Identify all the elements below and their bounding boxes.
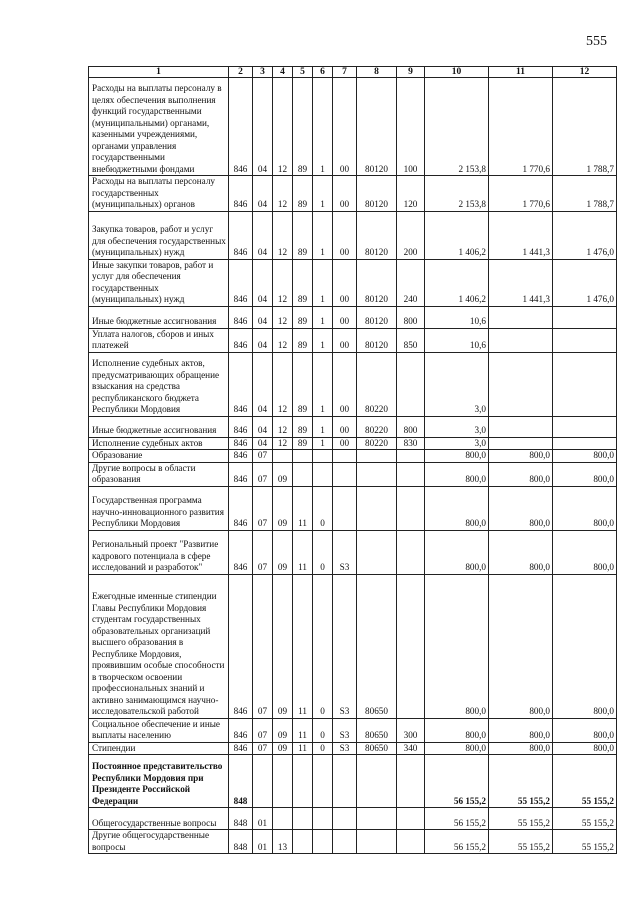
subprogram-code-cell: 1 (313, 416, 333, 437)
program-code-cell (293, 755, 313, 808)
ministry-code-cell: 846 (229, 718, 253, 742)
program-code-cell: 89 (293, 437, 313, 450)
amount-col-11-cell: 1 441,3 (489, 211, 553, 259)
direction-code-cell (357, 486, 397, 530)
expense-type-code-cell: 200 (397, 211, 425, 259)
section-code-cell: 07 (253, 462, 273, 486)
project-code-cell: 00 (333, 352, 357, 416)
amount-col-11-cell (489, 352, 553, 416)
item-name-cell: Образование (89, 450, 229, 463)
item-name-cell: Стипендии (89, 742, 229, 755)
amount-col-12-cell: 1 788,7 (553, 78, 617, 176)
project-code-cell: 00 (333, 437, 357, 450)
amount-col-10-cell: 56 155,2 (425, 808, 489, 830)
direction-code-cell (357, 830, 397, 854)
table-row (89, 416, 617, 437)
amount-col-10-cell: 2 153,8 (425, 78, 489, 176)
project-code-cell: 00 (333, 211, 357, 259)
program-code-cell (293, 462, 313, 486)
amount-col-10-cell: 1 406,2 (425, 211, 489, 259)
amount-col-12-cell (553, 416, 617, 437)
page-number: 555 (586, 34, 607, 49)
expense-type-code-cell: 850 (397, 328, 425, 352)
amount-col-11-cell: 1 770,6 (489, 176, 553, 212)
program-code-cell: 11 (293, 718, 313, 742)
amount-col-11-cell: 1 770,6 (489, 78, 553, 176)
expense-type-code-cell: 340 (397, 742, 425, 755)
direction-code-cell (357, 755, 397, 808)
header-cell: 8 (357, 67, 397, 78)
amount-col-11-cell: 800,0 (489, 486, 553, 530)
amount-col-10-cell: 800,0 (425, 530, 489, 574)
table-row (89, 718, 617, 742)
subprogram-code-cell (313, 450, 333, 463)
subsection-code-cell (273, 808, 293, 830)
ministry-code-cell: 846 (229, 530, 253, 574)
section-code-cell: 04 (253, 328, 273, 352)
amount-col-12-cell: 55 155,2 (553, 755, 617, 808)
amount-col-10-cell: 800,0 (425, 742, 489, 755)
item-name-cell: Расходы на выплаты персоналу в целях обеспечения выполнения функций государственными (муниципальными) органами, казенными учреждениями, органами управления государственными внебюджетными фондами (89, 78, 229, 176)
amount-col-10-cell: 2 153,8 (425, 176, 489, 212)
table-row (89, 176, 617, 212)
amount-col-11-cell: 800,0 (489, 530, 553, 574)
subprogram-code-cell: 0 (313, 486, 333, 530)
amount-col-12-cell (553, 306, 617, 328)
section-code-cell: 07 (253, 530, 273, 574)
amount-col-10-cell: 800,0 (425, 718, 489, 742)
subprogram-code-cell (313, 755, 333, 808)
table-row (89, 211, 617, 259)
amount-col-12-cell: 800,0 (553, 742, 617, 755)
project-code-cell (333, 755, 357, 808)
subprogram-code-cell: 0 (313, 742, 333, 755)
amount-col-12-cell: 55 155,2 (553, 808, 617, 830)
subsection-code-cell: 12 (273, 211, 293, 259)
direction-code-cell: 80120 (357, 176, 397, 212)
subsection-code-cell: 12 (273, 306, 293, 328)
item-name-cell: Иные закупки товаров, работ и услуг для обеспечения государственных (муниципальных) нужд (89, 259, 229, 306)
section-code-cell: 04 (253, 176, 273, 212)
project-code-cell: 00 (333, 176, 357, 212)
expense-type-code-cell (397, 755, 425, 808)
table-row (89, 486, 617, 530)
expense-type-code-cell (397, 486, 425, 530)
item-name-cell: Региональный проект "Развитие кадрового потенциала в сфере исследований и разработок" (89, 530, 229, 574)
project-code-cell: S3 (333, 574, 357, 718)
table-row (89, 352, 617, 416)
direction-code-cell (357, 450, 397, 463)
amount-col-12-cell (553, 437, 617, 450)
expense-type-code-cell (397, 462, 425, 486)
section-code-cell: 07 (253, 742, 273, 755)
subprogram-code-cell (313, 462, 333, 486)
program-code-cell: 11 (293, 530, 313, 574)
header-cell: 10 (425, 67, 489, 78)
program-code-cell: 89 (293, 306, 313, 328)
project-code-cell (333, 450, 357, 463)
table-row (89, 306, 617, 328)
item-name-cell: Постоянное представительство Республики Мордовия при Президенте Российской Федерации (89, 755, 229, 808)
expense-type-code-cell: 300 (397, 718, 425, 742)
ministry-code-cell: 846 (229, 176, 253, 212)
direction-code-cell (357, 530, 397, 574)
program-code-cell: 89 (293, 211, 313, 259)
project-code-cell (333, 486, 357, 530)
direction-code-cell: 80120 (357, 306, 397, 328)
program-code-cell: 89 (293, 352, 313, 416)
subsection-code-cell: 09 (273, 486, 293, 530)
table-body (89, 78, 617, 854)
direction-code-cell: 80220 (357, 352, 397, 416)
direction-code-cell: 80120 (357, 211, 397, 259)
ministry-code-cell: 846 (229, 352, 253, 416)
amount-col-10-cell: 800,0 (425, 450, 489, 463)
table-row (89, 462, 617, 486)
section-code-cell: 04 (253, 416, 273, 437)
table-row (89, 437, 617, 450)
subprogram-code-cell: 1 (313, 211, 333, 259)
project-code-cell (333, 808, 357, 830)
subsection-code-cell: 09 (273, 718, 293, 742)
direction-code-cell: 80220 (357, 437, 397, 450)
subsection-code-cell: 12 (273, 416, 293, 437)
amount-col-11-cell (489, 306, 553, 328)
amount-col-10-cell: 56 155,2 (425, 755, 489, 808)
expense-type-code-cell (397, 530, 425, 574)
amount-col-11-cell: 55 155,2 (489, 808, 553, 830)
header-cell: 1 (89, 67, 229, 78)
header-cell: 4 (273, 67, 293, 78)
amount-col-12-cell (553, 328, 617, 352)
item-name-cell: Другие общегосударственные вопросы (89, 830, 229, 854)
amount-col-11-cell: 55 155,2 (489, 755, 553, 808)
amount-col-10-cell: 3,0 (425, 416, 489, 437)
subprogram-code-cell: 1 (313, 259, 333, 306)
header-cell: 5 (293, 67, 313, 78)
project-code-cell (333, 830, 357, 854)
amount-col-11-cell (489, 437, 553, 450)
header-cell: 6 (313, 67, 333, 78)
item-name-cell: Исполнение судебных актов, предусматривающих обращение взыскания на средства республиканского бюджета Республики Мордовия (89, 352, 229, 416)
expense-type-code-cell (397, 352, 425, 416)
header-cell: 3 (253, 67, 273, 78)
item-name-cell: Государственная программа научно-инновационного развития Республики Мордовия (89, 486, 229, 530)
project-code-cell: 00 (333, 306, 357, 328)
amount-col-11-cell: 800,0 (489, 462, 553, 486)
header-cell: 12 (553, 67, 617, 78)
subprogram-code-cell: 0 (313, 574, 333, 718)
project-code-cell: S3 (333, 742, 357, 755)
program-code-cell (293, 830, 313, 854)
program-code-cell: 89 (293, 78, 313, 176)
amount-col-10-cell: 800,0 (425, 462, 489, 486)
item-name-cell: Иные бюджетные ассигнования (89, 416, 229, 437)
header-cell: 11 (489, 67, 553, 78)
project-code-cell: 00 (333, 78, 357, 176)
project-code-cell: S3 (333, 718, 357, 742)
expense-type-code-cell (397, 808, 425, 830)
ministry-code-cell: 846 (229, 742, 253, 755)
item-name-cell: Социальное обеспечение и иные выплаты населению (89, 718, 229, 742)
subprogram-code-cell: 0 (313, 718, 333, 742)
table-row (89, 830, 617, 854)
section-code-cell: 07 (253, 450, 273, 463)
table-row (89, 755, 617, 808)
subprogram-code-cell: 1 (313, 306, 333, 328)
program-code-cell (293, 808, 313, 830)
amount-col-10-cell: 800,0 (425, 574, 489, 718)
project-code-cell: 00 (333, 259, 357, 306)
item-name-cell: Общегосударственные вопросы (89, 808, 229, 830)
ministry-code-cell: 846 (229, 462, 253, 486)
section-code-cell: 04 (253, 259, 273, 306)
ministry-code-cell: 846 (229, 416, 253, 437)
subprogram-code-cell (313, 830, 333, 854)
item-name-cell: Исполнение судебных актов (89, 437, 229, 450)
amount-col-10-cell: 10,6 (425, 328, 489, 352)
subprogram-code-cell: 1 (313, 437, 333, 450)
expense-type-code-cell: 800 (397, 416, 425, 437)
expense-type-code-cell (397, 574, 425, 718)
ministry-code-cell: 846 (229, 78, 253, 176)
amount-col-11-cell: 800,0 (489, 742, 553, 755)
direction-code-cell: 80650 (357, 574, 397, 718)
amount-col-10-cell: 56 155,2 (425, 830, 489, 854)
item-name-cell: Ежегодные именные стипендии Главы Республики Мордовия студентам государственных образовательных организаций высшего образования в Республике Мордовия, проявившим особые способности в творческом освоении профессиональных знаний и активно занимающимся научно-исследовательской работой (89, 574, 229, 718)
ministry-code-cell: 846 (229, 259, 253, 306)
ministry-code-cell: 848 (229, 808, 253, 830)
project-code-cell: 00 (333, 416, 357, 437)
subsection-code-cell: 12 (273, 78, 293, 176)
ministry-code-cell: 848 (229, 755, 253, 808)
section-code-cell: 04 (253, 352, 273, 416)
amount-col-12-cell: 800,0 (553, 530, 617, 574)
program-code-cell: 11 (293, 574, 313, 718)
subsection-code-cell: 09 (273, 530, 293, 574)
table-row (89, 450, 617, 463)
ministry-code-cell: 846 (229, 574, 253, 718)
amount-col-11-cell: 800,0 (489, 450, 553, 463)
section-code-cell: 07 (253, 486, 273, 530)
amount-col-12-cell: 1 476,0 (553, 211, 617, 259)
subprogram-code-cell: 1 (313, 78, 333, 176)
table-row (89, 328, 617, 352)
amount-col-12-cell (553, 352, 617, 416)
ministry-code-cell: 848 (229, 830, 253, 854)
subsection-code-cell: 09 (273, 742, 293, 755)
section-code-cell (253, 755, 273, 808)
subsection-code-cell: 09 (273, 462, 293, 486)
amount-col-12-cell: 800,0 (553, 486, 617, 530)
expense-type-code-cell: 830 (397, 437, 425, 450)
table-row (89, 574, 617, 718)
amount-col-11-cell (489, 416, 553, 437)
section-code-cell: 04 (253, 78, 273, 176)
section-code-cell: 01 (253, 830, 273, 854)
header-cell: 7 (333, 67, 357, 78)
section-code-cell: 04 (253, 437, 273, 450)
amount-col-10-cell: 10,6 (425, 306, 489, 328)
subsection-code-cell: 09 (273, 574, 293, 718)
subsection-code-cell: 13 (273, 830, 293, 854)
ministry-code-cell: 846 (229, 211, 253, 259)
direction-code-cell: 80120 (357, 78, 397, 176)
program-code-cell: 11 (293, 486, 313, 530)
project-code-cell (333, 462, 357, 486)
direction-code-cell: 80220 (357, 416, 397, 437)
item-name-cell: Расходы на выплаты персоналу государственных (муниципальных) органов (89, 176, 229, 212)
direction-code-cell (357, 808, 397, 830)
project-code-cell: S3 (333, 530, 357, 574)
header-cell: 2 (229, 67, 253, 78)
direction-code-cell: 80650 (357, 742, 397, 755)
amount-col-12-cell: 800,0 (553, 450, 617, 463)
subprogram-code-cell: 1 (313, 352, 333, 416)
item-name-cell: Закупка товаров, работ и услуг для обеспечения государственных (муниципальных) нужд (89, 211, 229, 259)
amount-col-10-cell: 3,0 (425, 352, 489, 416)
program-code-cell: 11 (293, 742, 313, 755)
budget-table (88, 66, 617, 854)
subprogram-code-cell (313, 808, 333, 830)
amount-col-12-cell: 55 155,2 (553, 830, 617, 854)
section-code-cell: 07 (253, 574, 273, 718)
table-row (89, 742, 617, 755)
amount-col-10-cell: 800,0 (425, 486, 489, 530)
subprogram-code-cell: 1 (313, 176, 333, 212)
ministry-code-cell: 846 (229, 306, 253, 328)
amount-col-12-cell: 800,0 (553, 718, 617, 742)
table-row (89, 530, 617, 574)
ministry-code-cell: 846 (229, 450, 253, 463)
subsection-code-cell: 12 (273, 328, 293, 352)
expense-type-code-cell: 800 (397, 306, 425, 328)
amount-col-10-cell: 1 406,2 (425, 259, 489, 306)
subprogram-code-cell: 0 (313, 530, 333, 574)
subsection-code-cell: 12 (273, 352, 293, 416)
subsection-code-cell: 12 (273, 176, 293, 212)
expense-type-code-cell: 120 (397, 176, 425, 212)
subsection-code-cell: 12 (273, 437, 293, 450)
subprogram-code-cell: 1 (313, 328, 333, 352)
ministry-code-cell: 846 (229, 437, 253, 450)
expense-type-code-cell (397, 450, 425, 463)
ministry-code-cell: 846 (229, 328, 253, 352)
item-name-cell: Иные бюджетные ассигнования (89, 306, 229, 328)
program-code-cell: 89 (293, 416, 313, 437)
direction-code-cell: 80120 (357, 259, 397, 306)
amount-col-12-cell: 800,0 (553, 462, 617, 486)
table-row (89, 78, 617, 176)
ministry-code-cell: 846 (229, 486, 253, 530)
program-code-cell: 89 (293, 259, 313, 306)
program-code-cell: 89 (293, 328, 313, 352)
table-row (89, 808, 617, 830)
direction-code-cell: 80650 (357, 718, 397, 742)
amount-col-12-cell: 800,0 (553, 574, 617, 718)
project-code-cell: 00 (333, 328, 357, 352)
amount-col-10-cell: 3,0 (425, 437, 489, 450)
expense-type-code-cell (397, 830, 425, 854)
program-code-cell: 89 (293, 176, 313, 212)
item-name-cell: Другие вопросы в области образования (89, 462, 229, 486)
item-name-cell: Уплата налогов, сборов и иных платежей (89, 328, 229, 352)
expense-type-code-cell: 100 (397, 78, 425, 176)
section-code-cell: 01 (253, 808, 273, 830)
amount-col-12-cell: 1 788,7 (553, 176, 617, 212)
amount-col-11-cell: 800,0 (489, 718, 553, 742)
section-code-cell: 04 (253, 211, 273, 259)
amount-col-11-cell: 55 155,2 (489, 830, 553, 854)
amount-col-11-cell (489, 328, 553, 352)
direction-code-cell: 80120 (357, 328, 397, 352)
subsection-code-cell: 12 (273, 259, 293, 306)
table-row (89, 259, 617, 306)
direction-code-cell (357, 462, 397, 486)
header-cell: 9 (397, 67, 425, 78)
amount-col-11-cell: 800,0 (489, 574, 553, 718)
expense-type-code-cell: 240 (397, 259, 425, 306)
header-row (89, 67, 617, 78)
section-code-cell: 04 (253, 306, 273, 328)
section-code-cell: 07 (253, 718, 273, 742)
amount-col-12-cell: 1 476,0 (553, 259, 617, 306)
subsection-code-cell (273, 450, 293, 463)
subsection-code-cell (273, 755, 293, 808)
amount-col-11-cell: 1 441,3 (489, 259, 553, 306)
program-code-cell (293, 450, 313, 463)
